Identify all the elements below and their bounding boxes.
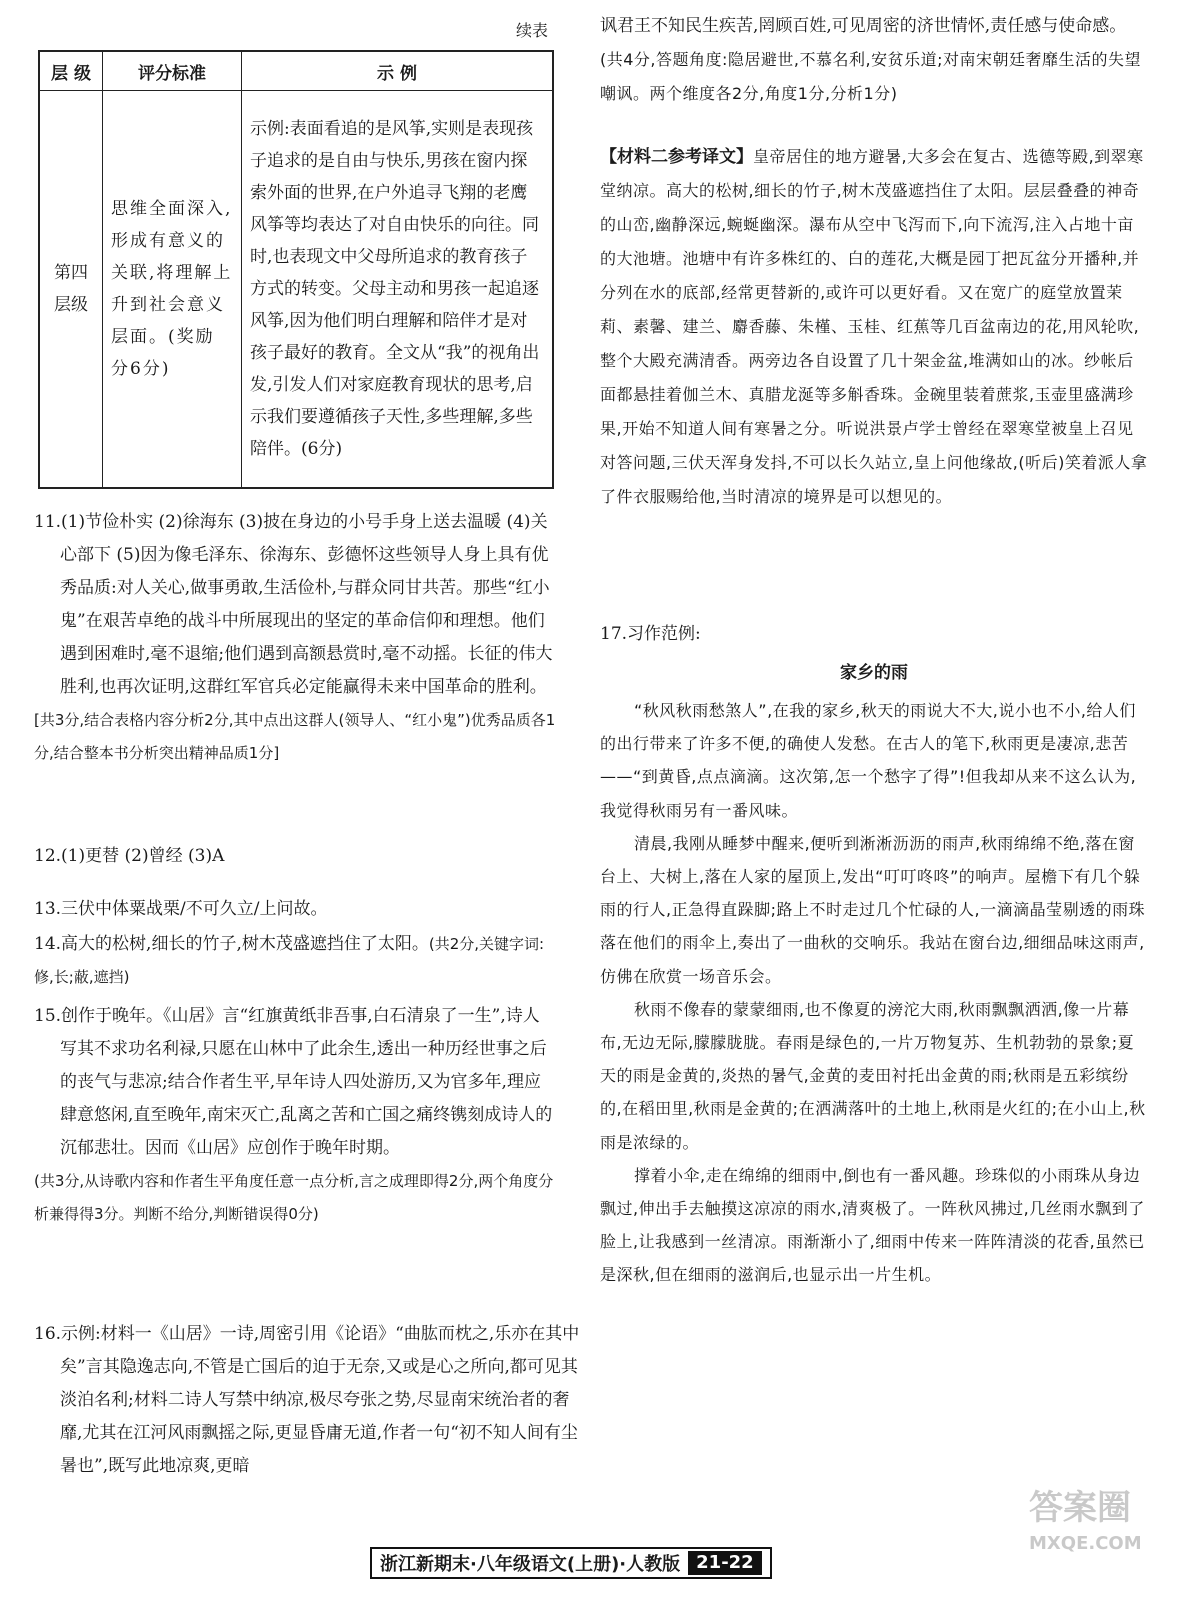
answer-16-note: (共4分,答题角度:隐居避世,不慕名利,安贫乐道;对南宋朝廷奢靡生活的失望嘲讽。两个维度各2分,角度1分,分析1分) <box>600 50 1141 103</box>
essay-body <box>600 694 1148 1292</box>
rubric-table <box>38 50 554 489</box>
header-level: 层 级 <box>39 51 103 91</box>
answer-14-text: 14.高大的松树,细长的竹子,树木茂盛遮挡住了太阳。 <box>34 934 429 954</box>
rubric-standard: 思维全面深入,形成有意义的关联,将理解上升到社会意义层面。(奖励分6分) <box>103 91 242 489</box>
watermark-logo <box>1029 1480 1179 1590</box>
page-number: 21-22 <box>688 1551 762 1575</box>
rubric-header-row <box>39 51 553 91</box>
rubric-row <box>39 91 553 489</box>
answer-11 <box>34 506 556 770</box>
answer-16-continued <box>600 10 1148 111</box>
footer-title: 浙江新期末·八年级语文(上册)·人教版 <box>380 1554 681 1575</box>
answer-16-cont-text: 讽君王不知民生疾苦,罔顾百姓,可见周密的济世情怀,责任感与使命感。 <box>600 16 1127 36</box>
essay-paragraph: 撑着小伞,走在绵绵的细雨中,倒也有一番风趣。珍珠似的小雨珠从身边飘过,伸出手去触摸这凉凉的雨水,清爽极了。一阵秋风拂过,几丝雨水飘到了脸上,让我感到一丝清凉。雨渐渐小了,细雨中传来一阵阵清淡的花香,虽然已是深秋,但在细雨的滋润后,也显示出一片生机。 <box>600 1165 1145 1285</box>
watermark-text: 答案圈 <box>1029 1488 1131 1528</box>
answer-15-note: (共3分,从诗歌内容和作者生平角度任意一点分析,言之成理即得2分,两个角度分析兼得得3分。判断不给分,判断错误得0分) <box>34 1172 554 1223</box>
answer-15 <box>34 1000 556 1231</box>
essay-paragraph: 秋雨不像春的蒙蒙细雨,也不像夏的滂沱大雨,秋雨飘飘洒洒,像一片幕布,无边无际,朦朦胧胧。春雨是绿色的,一片万物复苏、生机勃勃的景象;夏天的雨是金黄的,炎热的暑气,金黄的麦田衬托出金黄的雨;秋雨是五彩缤纷的,在稻田里,秋雨是金黄的;在洒满落叶的土地上,秋雨是火红的;在小山上,秋雨是浓绿的。 <box>600 999 1146 1152</box>
answer-14 <box>34 928 556 994</box>
rubric-level: 第四层级 <box>39 91 103 489</box>
essay-paragraph: 清晨,我刚从睡梦中醒来,便听到淅淅沥沥的雨声,秋雨绵绵不绝,落在窗台上、大树上,落在人家的屋顶上,发出“叮叮咚咚”的响声。屋檐下有几个躲雨的行人,正急得直跺脚;路上不时走过几个忙碌的人,一滴滴晶莹剔透的雨珠落在他们的雨伞上,奏出了一曲秋的交响乐。我站在窗台边,细细品味这雨声,仿佛在欣赏一场音乐会。 <box>600 833 1146 986</box>
answer-11-note: [共3分,结合表格内容分析2分,其中点出这群人(领导人、“红小鬼”)优秀品质各1分,结合整本书分析突出精神品质1分] <box>34 711 556 762</box>
watermark-url: MXQE.COM <box>1029 1533 1142 1554</box>
answer-12: 12.(1)更替 (2)曾经 (3)A <box>34 846 225 866</box>
translation-label: 【材料二参考译文】 <box>600 147 753 167</box>
answer-11-text: 11.(1)节俭朴实 (2)徐海东 (3)披在身边的小号手身上送去温暖 (4)关心部下 (5)因为像毛泽东、徐海东、彭德怀这些领导人身上具有优秀品质:对人关心,做事勇敢,生活俭朴,与群众同甘共苦。那些“红小鬼”在艰苦卓绝的战斗中所展现出的坚定的革命信仰和理想。他们遇到困难时,毫不退缩;他们遇到高额悬赏时,毫不动摇。长征的伟大胜利,也再次证明,这群红军官兵必定能赢得未来中国革命的胜利。 <box>34 512 553 697</box>
answer-16-text: 16.示例:材料一《山居》一诗,周密引用《论语》“曲肱而枕之,乐亦在其中矣”言其隐逸志向,不管是亡国后的迫于无奈,又或是心之所向,都可见其淡泊名利;材料二诗人写禁中纳凉,极尽夸张之势,尽显南宋统治者的奢靡,尤其在江河风雨飘摇之际,更显昏庸无道,作者一句“初不知人间有尘暑也”,既写此地凉爽,更暗 <box>34 1324 580 1476</box>
essay-title: 家乡的雨 <box>840 663 908 683</box>
translation-text: 皇帝居住的地方避暑,大多会在复古、选德等殿,到翠寒堂纳凉。高大的松树,细长的竹子,树木茂盛遮挡住了太阳。层层叠叠的神奇的山峦,幽静深远,蜿蜒幽深。瀑布从空中飞泻而下,向下流泻,注入占地十亩的大池塘。池塘中有许多株红的、白的莲花,大概是园丁把瓦盆分开播种,并分列在水的底部,经常更替新的,或许可以更好看。又在宽广的庭堂放置茉莉、素馨、建兰、麝香藤、朱槿、玉桂、红蕉等几百盆南边的花,用风轮吹,整个大殿充满清香。两旁边各自设置了几十架金盆,堆满如山的冰。纱帐后面都悬挂着伽兰木、真腊龙涎等多斛香珠。金碗里装着蔗浆,玉壶里盛满珍果,开始不知道人间有寒暑之分。听说洪景卢学士曾经在翠寒堂被皇上召见对答问题,三伏天浑身发抖,不可以长久站立,皇上问他缘故,(听后)笑着派人拿了件衣服赐给他,当时清凉的境界是可以想见的。 <box>600 147 1148 506</box>
answer-14-note: (共2分,关键字词:修,长;蔽,遮挡) <box>34 935 545 986</box>
continued-label: 续表 <box>515 21 548 40</box>
answer-13: 13.三伏中体粟战栗/不可久立/上问故。 <box>34 899 328 919</box>
header-standard: 评分标准 <box>103 51 242 91</box>
rubric-example: 示例:表面看追的是风筝,实则是表现孩子追求的是自由与快乐,男孩在窗内探索外面的世界,在户外追寻飞翔的老鹰风筝等均表达了对自由快乐的向往。同时,也表现文中父母所追求的教育孩子方式的转变。父母主动和男孩一起追逐风筝,因为他们明白理解和陪伴才是对孩子最好的教育。全文从“我”的视角出发,引发人们对家庭教育现状的思考,启示我们要遵循孩子天性,多些理解,多些陪伴。(6分) <box>242 91 554 489</box>
essay-paragraph: “秋风秋雨愁煞人”,在我的家乡,秋天的雨说大不大,说小也不小,给人们的出行带来了许多不便,的确使人发愁。在古人的笔下,秋雨更是凄凉,悲苦——“到黄昏,点点滴滴。这次第,怎一个愁字了得”!但我却从来不这么认为,我觉得秋雨另有一番风味。 <box>600 701 1137 820</box>
header-example: 示 例 <box>242 51 554 91</box>
page-footer <box>370 1547 772 1579</box>
answer-15-text: 15.创作于晚年。《山居》言“红旗黄纸非吾事,白石清泉了一生”,诗人写其不求功名利禄,只愿在山林中了此余生,透出一种历经世事之后的丧气与悲凉;结合作者生平,早年诗人四处游历,又为官多年,理应肆意悠闲,直至晚年,南宋灭亡,乱离之苦和亡国之痛终镌刻成诗人的沉郁悲壮。因而《山居》应创作于晚年时期。 <box>34 1006 553 1158</box>
translation-block <box>600 140 1148 514</box>
q17-label: 17.习作范例: <box>600 624 701 644</box>
